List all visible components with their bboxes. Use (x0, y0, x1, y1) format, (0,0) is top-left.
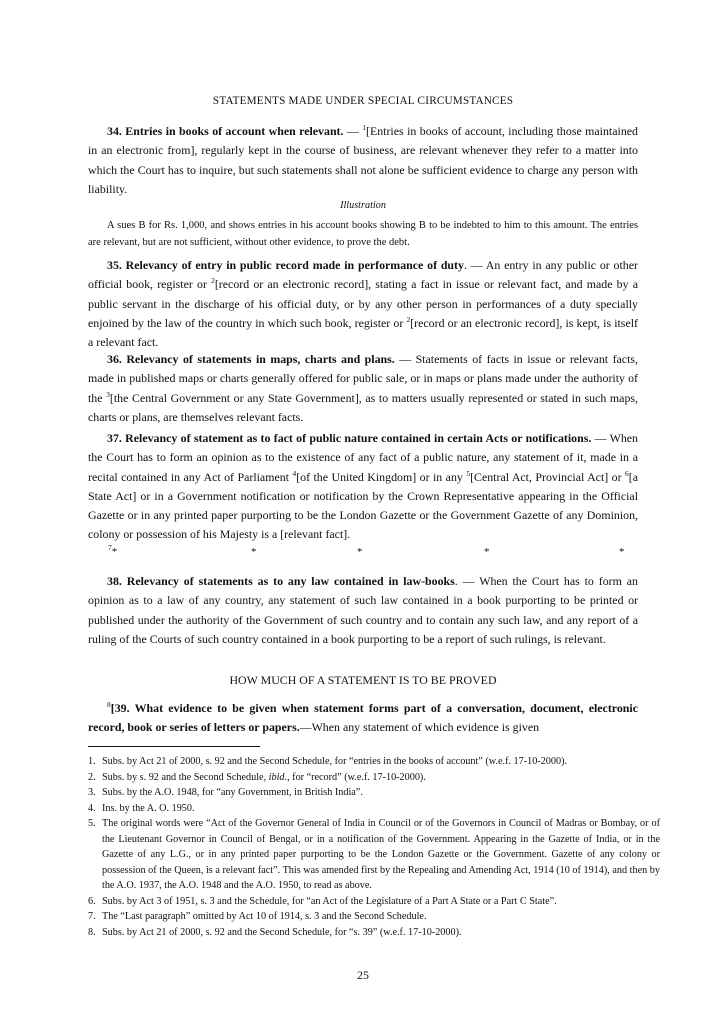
section-35-text: [record or an electronic record], is kept, is itself a relevant fact. (88, 315, 638, 350)
footnote-number: 2. (88, 771, 96, 783)
section-34 (88, 122, 638, 199)
footnote-ref-6: 6 (625, 468, 629, 478)
footnote-ref-8: 8 (107, 700, 111, 709)
star: * (251, 546, 257, 558)
section-34-text: [Entries in books of account, including those maintained in an electronic from], regularly kept in the course of business, are relevant whenever they refer to a matter into which the Court has to inquire, but such statements shall not alone be sufficient evidence to charge any person with liability. (88, 124, 638, 196)
section-36-text: [the Central Government or any State Government], as to matters usually represented or stated in such maps, charts or plans, are themselves relevant facts. (88, 390, 638, 424)
section-38-title: 38. Relevancy of statements as to any law contained in law-books (107, 574, 455, 588)
footnote-number: 1. (88, 756, 96, 767)
heading-part: C (417, 95, 426, 107)
subheading: HOW MUCH OF A STATEMENT IS TO BE PROVED (229, 673, 497, 687)
heading-part: S (212, 95, 220, 107)
footnote-text: The “Last paragraph” omitted by Act 10 of 1914, s. 3 and the Second Schedule. (102, 911, 427, 922)
section-36-title: 36. Relevancy of statements in maps, charts and plans. (107, 352, 395, 366)
section-34-dash: — (343, 124, 363, 138)
footnote-text: Subs. by the A.O. 1948, for “any Government, in British India”. (102, 787, 363, 798)
footnote-text: Ins. by the A. O. 1950. (102, 802, 195, 814)
footnote-text: Subs. by Act 3 of 1951, s. 3 and the Schedule, for “an Act of the Legislature of a Part A State or a Part C State”. (102, 895, 557, 907)
page-number: 25 (357, 968, 369, 982)
footnote-number: 8. (88, 926, 96, 938)
section-34-title: 34. Entries in books of account when relevant. (107, 124, 344, 138)
footnote-6 (88, 894, 660, 910)
footnote-ref-3: 3 (106, 389, 110, 399)
section-39-text: —When any statement of which evidence is given (299, 720, 540, 735)
section-group-heading (88, 95, 638, 107)
footnote-8 (88, 925, 660, 941)
footnote-text: Subs. by Act 21 of 2000, s. 92 and the Second Schedule, for “entries in the books of account” (w.e.f. 17-10-2000). (102, 756, 568, 767)
section-39 (88, 699, 638, 738)
footnote-number: 6. (88, 895, 96, 907)
section-35-text: . — An entry in any public or other official book, register or (88, 258, 638, 292)
footnote-2 (88, 770, 660, 786)
footnotes (88, 754, 660, 940)
footnote-number: 3. (88, 787, 96, 798)
footnote-ref-5: 5 (466, 468, 471, 478)
section-36-text: — Statements of facts in issue or relevant facts, made in published maps or charts generally offered for public sale, or in maps or plans made under the authority of the (88, 352, 638, 405)
footnote-4 (88, 801, 660, 817)
footnote-1 (88, 754, 660, 770)
section-37-text: [of the United Kingdom] or in any (296, 469, 467, 484)
section-36 (88, 350, 638, 427)
star: * (357, 546, 363, 558)
omission-stars (88, 543, 638, 562)
footnote-text: Subs. by Act 21 of 2000, s. 92 and the Second Schedule, for “s. 39” (w.e.f. 17-10-2000). (102, 926, 462, 938)
footnote-5 (88, 816, 660, 894)
star-glyph: * (111, 546, 118, 558)
footnote-7 (88, 909, 660, 925)
footnote-number: 7. (88, 911, 96, 922)
footnote-ref-4: 4 (292, 468, 297, 478)
heading-part: PECIAL (374, 95, 418, 107)
footnote-number: 5. (88, 818, 96, 829)
section-39-title: [39. What evidence to be given when statement forms part of a conversation, document, electronic record, book or series of letters or papers. (88, 701, 638, 735)
footnote-number: 4. (88, 802, 96, 814)
star: * (484, 546, 490, 558)
illustration-title: Illustration (340, 200, 386, 211)
section-37-text: [Central Act, Provincial Act] or (470, 469, 626, 484)
star: * (619, 546, 625, 558)
footnote-ref-1: 1 (362, 123, 366, 132)
section-35-title: 35. Relevancy of entry in public record made in performance of duty (107, 258, 464, 272)
section-37 (88, 429, 638, 545)
heading-part: S (367, 95, 375, 107)
footnote-text: The original words were “Act of the Governor General of India in Council or of the Governors in Council of Madras or Bombay, or of the Lieutenant Governor in Council of Bengal, or in a notification of the Government. Appearing in the Gazette of India, or in the Gazette of any L.G., or in any printed paper purporting to be the London Gazette or the Government. Gazette of any colony or possession of the Queen, is a relevant fact”. This was amended first by the Repealing and Amending Act, 1914 (10 of 1914), and then by the A.O. 1937, the A.O. 1948 and the A.O. 1950, to read as above. (102, 818, 660, 891)
section-37-text: — When the Court has to form an opinion as to the existence of any fact of a public nature, any statement of it, made in a recital contained in any Act of Parliament (88, 431, 638, 484)
footnote-ref-7: 7 (108, 543, 112, 552)
section-35-text: [record or an electronic record], stating a fact in issue or relevant fact, and made by a public servant in the discharge of his official duty, or by any other person in performances of a duty specially enjoined by the law of the country in which such book, register or (88, 277, 638, 330)
section-38-text: . — When the Court has to form an opinion as to a law of any country, any statement of such law contained in a book purporting to be printed or published under the authority of the Government of such country and to contain any such law, and any report of a ruling of the Courts of such country contained in a book purporting to be a report of such rulings, is relevant. (88, 574, 638, 646)
heading-part: TATEMENTS MADE UNDER (219, 95, 368, 107)
section-38 (88, 572, 638, 649)
illustration-text: A sues B for Rs. 1,000, and shows entries in his account books showing B to be indebted to him to this amount. The entries are relevant, but are not sufficient, without other evidence, to prove the debt. (88, 220, 638, 248)
section-35 (88, 256, 638, 352)
star (108, 543, 118, 558)
footnote-italic: ibid (268, 771, 285, 783)
heading-part: IRCUMSTANCES (425, 95, 514, 107)
footnote-ref-2: 2 (406, 314, 411, 324)
section-37-text: [a State Act] or in a Government notification or notification by the Crown Representative appearing in the Official Gazette or in any printed paper purporting to be the London Gazette or the Government Gazette of any Dominion, colony or possession of his Majesty is a [relevant fact]. (88, 469, 639, 542)
section-37-title: 37. Relevancy of statement as to fact of public nature contained in certain Acts or notifications. (107, 431, 592, 445)
footnote-ref-2: 2 (211, 276, 215, 286)
footnote-separator (88, 746, 260, 747)
footnote-3 (88, 785, 660, 801)
footnote-text: ., for “record” (w.e.f. 17-10-2000). (284, 771, 426, 783)
footnote-text: Subs. by s. 92 and the Second Schedule, (102, 771, 269, 783)
